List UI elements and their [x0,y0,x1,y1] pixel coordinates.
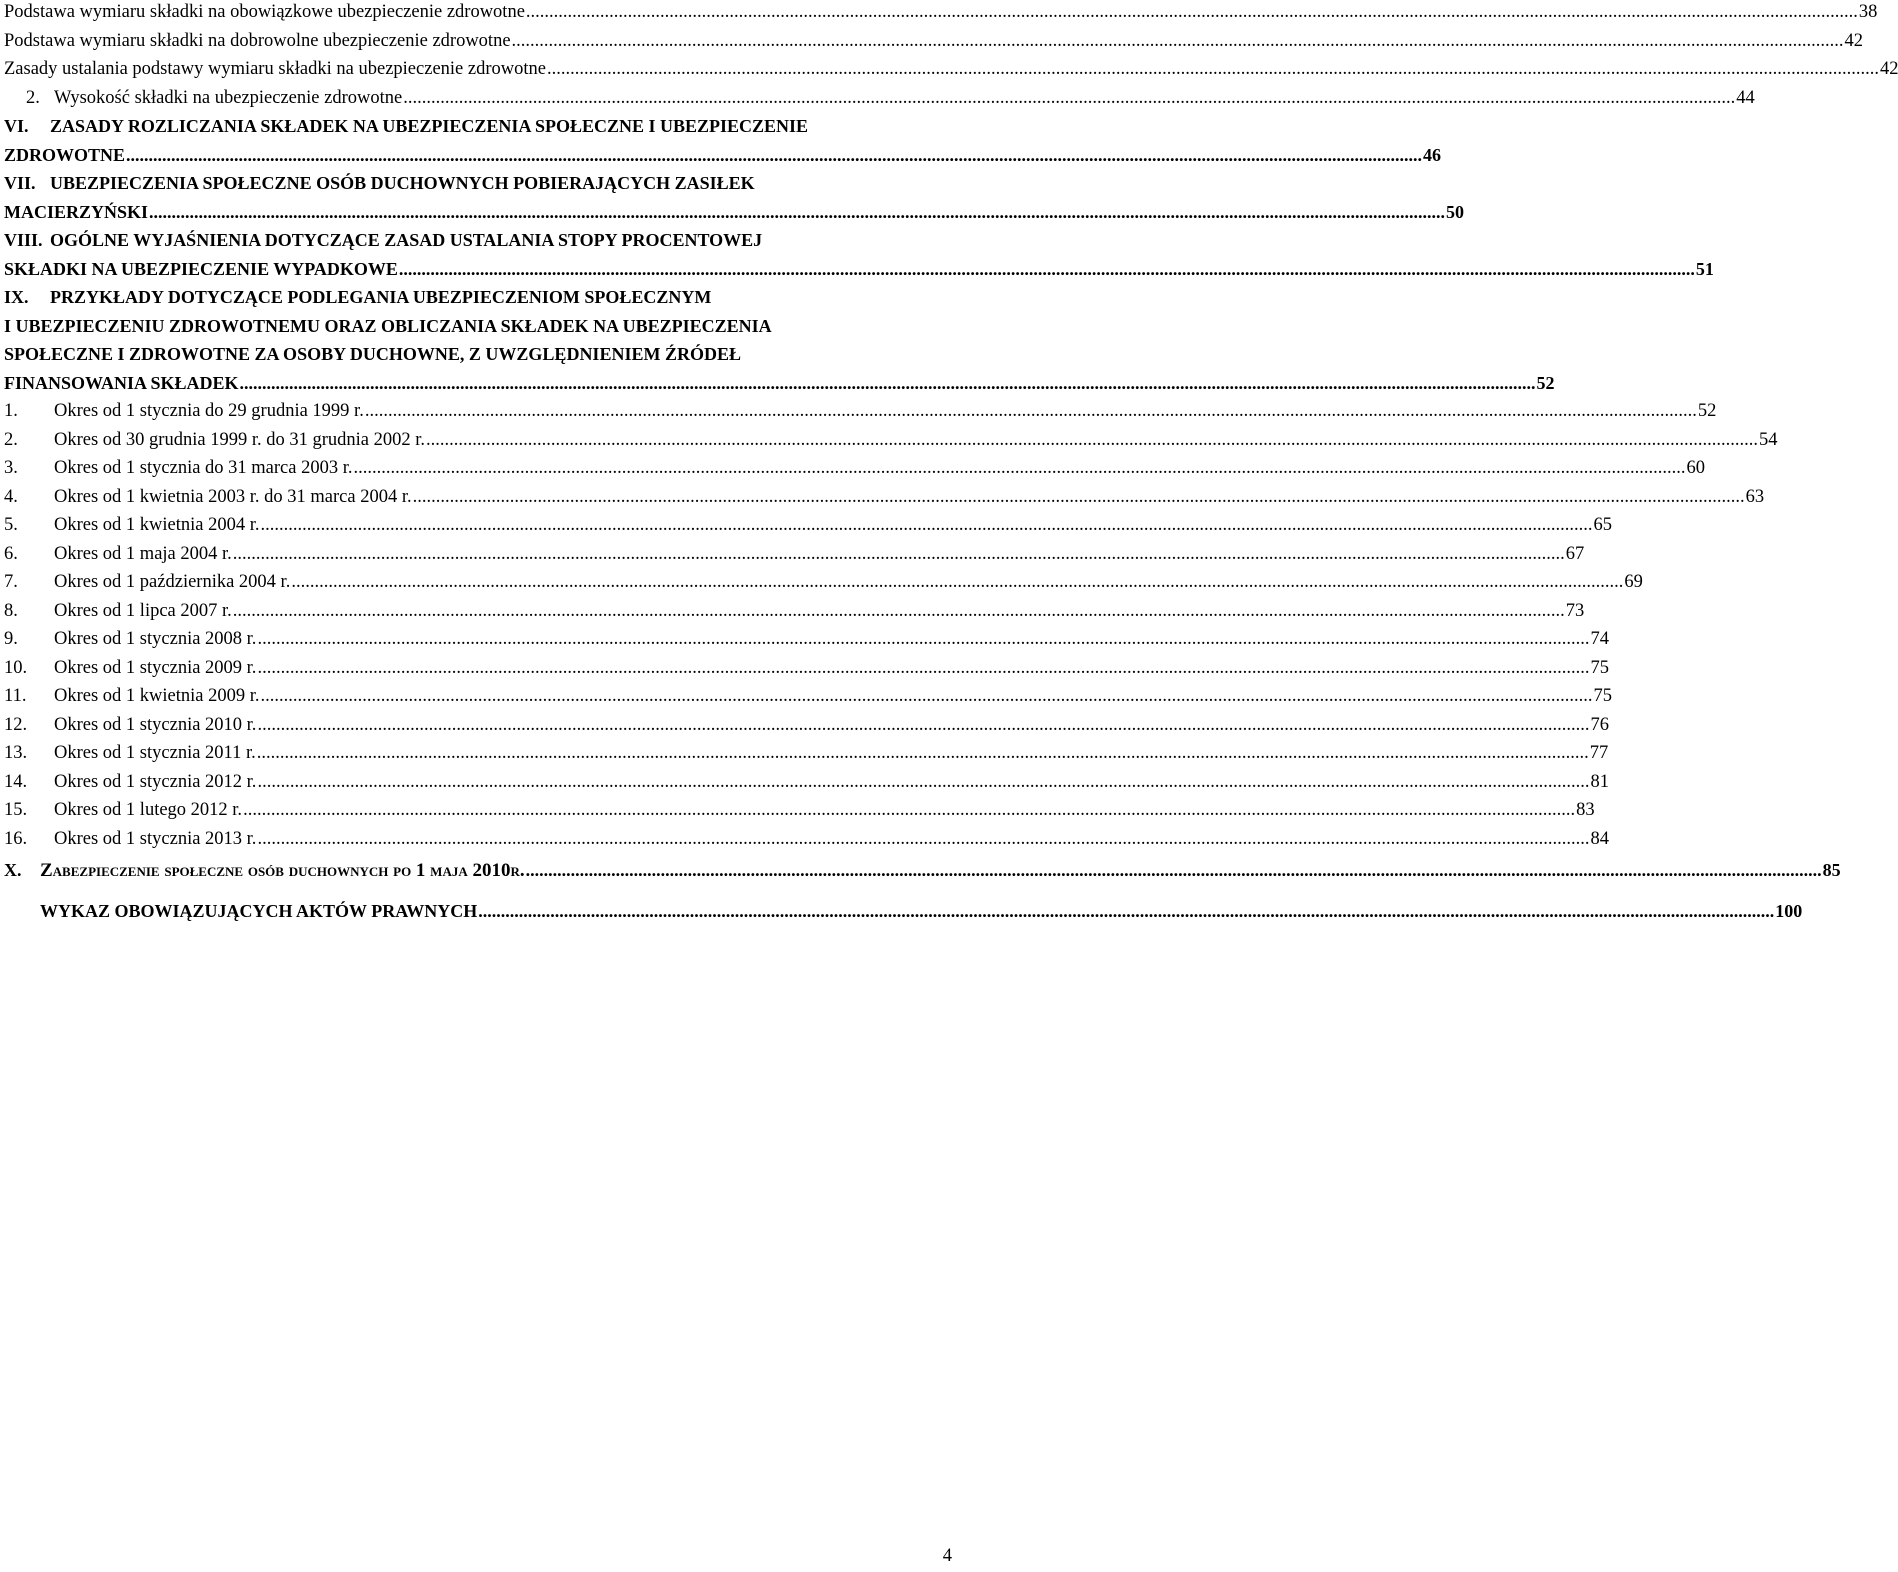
toc-entry-title: Podstawa wymiaru składki na dobrowolne ubezpieczenie zdrowotne [4,30,511,51]
toc-entry-page: 42 [1879,59,1898,79]
toc-entry-number: 2. [26,87,40,108]
leader-dots [257,654,1589,683]
leader-dots [354,454,1686,483]
toc-entry-title: Okres od 1 kwietnia 2009 r. [54,686,260,706]
toc-entry-page: 75 [1590,657,1609,678]
toc-entry-number: 7. [4,572,18,592]
toc-entry-page: 52 [1697,401,1717,421]
toc-section-title: ZASADY ROZLICZANIA SKŁADEK NA UBEZPIECZENIA SPOŁECZNE I UBEZPIECZENIE [50,116,809,136]
toc-entry-title: Okres od 30 grudnia 1999 r. do 31 grudnia 2002 r. [54,429,425,450]
leader-dots [243,796,1575,825]
toc-section-number: X. [4,860,22,880]
leader-dots [478,897,1774,926]
leader-dots [257,711,1589,740]
toc-entry-title: Okres od 1 lipca 2007 r. [54,600,232,621]
toc-wykaz[interactable] [4,897,1803,926]
leader-dots [526,0,1858,27]
leader-dots [399,255,1695,284]
toc-period-entry[interactable] [4,540,1585,569]
leader-dots [126,141,1422,170]
toc-section-title-continued: SKŁADKI NA UBEZPIECZENIE WYPADKOWE [4,258,398,279]
toc-period-entry[interactable] [4,768,1609,797]
toc-section-title-continued: FINANSOWANIA SKŁADEK [4,372,239,393]
leader-dots [257,825,1589,854]
toc-section-ix-continued[interactable] [4,340,954,369]
toc-entry-number: 3. [4,458,18,478]
leader-dots [547,55,1879,84]
toc-entry-number: 8. [4,600,18,621]
toc-entry-number: 4. [4,486,18,507]
toc-entry-page: 74 [1590,629,1609,649]
leader-dots [261,511,1593,540]
toc-period-entry[interactable] [4,397,1717,426]
toc-entry-title: Okres od 1 kwietnia 2004 r. [54,515,260,535]
leader-dots [426,426,1758,455]
toc-entry-page: 73 [1565,600,1585,621]
toc-entry-title: Okres od 1 maja 2004 r. [54,543,232,564]
toc-period-entry[interactable] [4,597,1585,626]
toc-entry-page: 77 [1589,743,1609,763]
toc-section-page: 51 [1695,258,1714,279]
toc-entry-number: 13. [4,743,28,763]
toc-entry-page: 69 [1624,572,1643,592]
toc-entry-number: 6. [4,543,18,564]
toc-section-number: VI. [4,116,29,136]
toc-entry-page: 44 [1736,87,1755,108]
toc-entry-number: 9. [4,629,18,649]
leader-dots [257,739,1589,768]
toc-section-vii[interactable] [4,169,954,198]
leader-dots [257,625,1589,654]
toc-section-ix-continued[interactable] [4,312,954,341]
toc-section-number: IX. [4,287,29,307]
toc-section-number: VII. [4,173,36,193]
toc-entry-page: 67 [1565,543,1585,564]
toc-period-entry[interactable] [4,654,1609,683]
toc-wykaz-page: 100 [1775,901,1803,921]
toc-section-title: PRZYKŁADY DOTYCZĄCE PODLEGANIA UBEZPIECZENIOM SPOŁECZNYM [50,287,712,307]
toc-section-vi[interactable] [4,112,954,141]
toc-entry-title: Okres od 1 stycznia 2010 r. [54,714,257,735]
toc-entry-title: Okres od 1 stycznia 2008 r. [54,629,257,649]
toc-period-entry[interactable] [4,511,1613,540]
toc-section-title-continued: ZDROWOTNE [4,144,126,165]
toc-section-title: UBEZPIECZENIA SPOŁECZNE OSÓB DUCHOWNYCH POBIERAJĄCYCH ZASIŁEK [50,173,755,193]
toc-entry-page: 38 [1858,2,1878,22]
table-of-contents [4,0,1898,926]
toc-entry-page: 54 [1759,429,1778,450]
toc-entry-number: 11. [4,686,27,706]
toc-entry-page: 76 [1590,714,1609,735]
toc-entry-number: 2. [4,429,18,450]
leader-dots [403,84,1735,113]
toc-entry-number: 5. [4,515,18,535]
leader-dots [233,540,1565,569]
toc-entry[interactable] [4,27,1864,56]
toc-section-number: VIII. [4,230,43,250]
toc-entry-page: 83 [1576,800,1595,820]
toc-section-x[interactable] [4,853,1841,887]
toc-section-page: 46 [1423,144,1442,165]
toc-entry-page: 63 [1745,486,1765,507]
toc-entry-title: Okres od 1 lutego 2012 r. [54,800,243,820]
toc-period-entry[interactable] [4,711,1609,740]
toc-entry-number: 12. [4,714,28,735]
toc-entry-number: 15. [4,800,28,820]
toc-entry-page: 81 [1590,771,1609,792]
leader-dots [365,397,1697,426]
toc-section-title: Zabezpieczenie społeczne osób duchownych po 1 maja 2010r. [40,860,525,881]
toc-entry-page: 84 [1590,828,1609,849]
toc-entry-page: 60 [1686,458,1705,478]
toc-period-list [4,397,1778,853]
toc-entry-title: Okres od 1 kwietnia 2003 r. do 31 marca 2004 r. [54,486,412,507]
toc-entry-title: Okres od 1 stycznia do 29 grudnia 1999 r. [54,401,364,421]
toc-entry-title: Okres od 1 stycznia 2011 r. [54,743,256,763]
toc-section-vi-continued[interactable] [4,141,1442,170]
toc-section-title-continued: SPOŁECZNE I ZDROWOTNE ZA OSOBY DUCHOWNE, Z UWZGLĘDNIENIEM ŹRÓDEŁ [4,344,741,364]
toc-period-entry[interactable] [4,682,1613,711]
toc-entry-page: 65 [1593,515,1613,535]
toc-section-title: OGÓLNE WYJAŚNIENIA DOTYCZĄCE ZASAD USTALANIA STOPY PROCENTOWEJ [50,230,763,250]
toc-entry-title: Okres od 1 stycznia 2012 r. [54,771,257,792]
page-number: 4 [942,1546,952,1566]
toc-section-title-continued: I UBEZPIECZENIU ZDROWOTNEMU ORAZ OBLICZANIA SKŁADEK NA UBEZPIECZENIA [4,315,772,336]
toc-entry-title: Okres od 1 października 2004 r. [54,572,291,592]
toc-entry-number: 16. [4,828,28,849]
toc-section-ix[interactable] [4,283,954,312]
toc-entry-number: 14. [4,771,28,792]
toc-period-entry[interactable] [4,796,1595,825]
toc-entry[interactable] [4,84,1755,113]
toc-entry-page: 42 [1844,30,1864,51]
toc-section-title-continued: MACIERZYŃSKI [4,201,149,222]
leader-dots [233,597,1565,626]
toc-section-page: 52 [1536,372,1555,393]
toc-entry-number: 1. [4,401,18,421]
leader-dots [526,853,1822,887]
toc-entry-title: Wysokość składki na ubezpieczenie zdrowotne [54,87,403,108]
toc-entry[interactable] [4,55,1898,84]
toc-period-entry[interactable] [4,825,1609,854]
leader-dots [291,568,1623,597]
leader-dots [257,768,1589,797]
toc-wykaz-title: WYKAZ OBOWIĄZUJĄCYCH AKTÓW PRAWNYCH [40,901,478,921]
toc-entry-title: Okres od 1 stycznia 2013 r. [54,828,257,849]
toc-entry-title: Podstawa wymiaru składki na obowiązkowe ubezpieczenie zdrowotne [4,2,525,22]
toc-entry-page: 75 [1593,686,1613,706]
leader-dots [261,682,1593,711]
leader-dots [240,369,1536,398]
toc-period-entry[interactable] [4,454,1705,483]
toc-entry-title: Okres od 1 stycznia 2009 r. [54,657,257,678]
toc-section-ix-continued[interactable] [4,369,1555,398]
toc-period-entry[interactable] [4,625,1609,654]
toc-entry-title: Okres od 1 stycznia do 31 marca 2003 r. [54,458,353,478]
toc-section-viii-continued[interactable] [4,255,1714,284]
toc-section-vii-continued[interactable] [4,198,1465,227]
toc-entry-title: Zasady ustalania podstawy wymiaru składki na ubezpieczenie zdrowotne [4,59,546,79]
toc-section-viii[interactable] [4,226,954,255]
toc-period-entry[interactable] [4,426,1778,455]
toc-section-page: 50 [1446,201,1465,222]
toc-section-page: 85 [1822,860,1841,880]
toc-entry-number: 10. [4,657,28,678]
leader-dots [512,27,1844,56]
toc-period-entry[interactable] [4,568,1643,597]
toc-period-entry[interactable] [4,739,1609,768]
leader-dots [149,198,1445,227]
toc-period-entry[interactable] [4,483,1765,512]
leader-dots [413,483,1745,512]
toc-entry[interactable] [4,0,1878,27]
